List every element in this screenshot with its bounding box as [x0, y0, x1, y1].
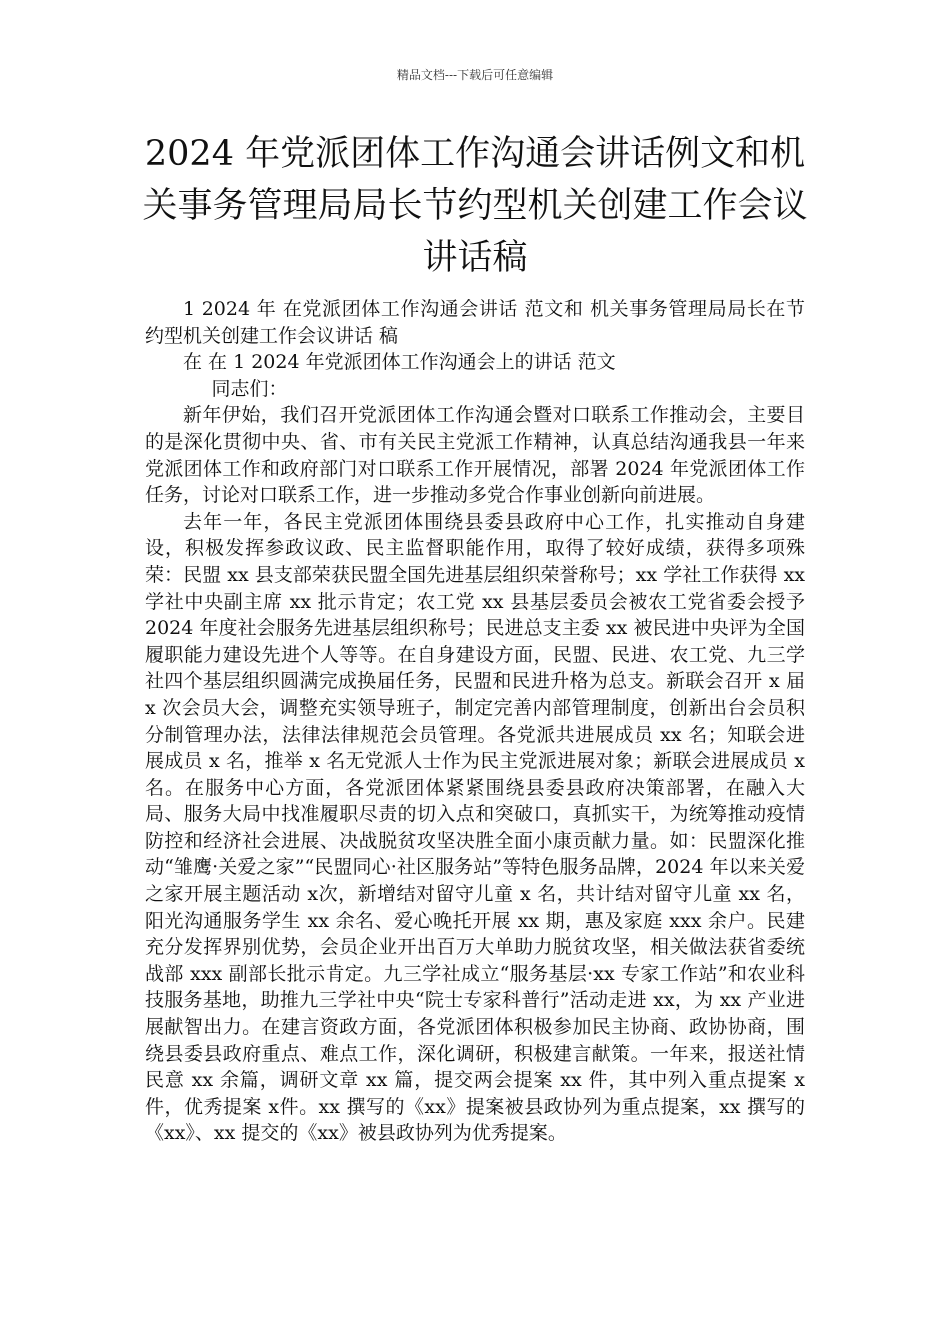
paragraph-review: 去年一年，各民主党派团体围绕县委县政府中心工作，扎实推动自身建设，积极发挥参政议政、民主监督职能作用，取得了较好成绩，获得多项殊荣：民盟 xx 县支部荣获民盟全国先进基层组织荣誉称号；xx 学社工作获得 xx 学社中央副主席 xx 批示肯定；农工党 xx 县基层委员会被农工党省委会授予 2024 年度社会服务先进基层组织称号；民进总支主委 xx 被民进中央评为全国履职能力建设先进个人等等。在自身建设方面，民盟、民进、农工党、九三学社四个基层组织圆满完成换届任务，民盟和民进升格为总支。新联会召开 x 届 x 次会员大会，调整充实领导班子，制定完善内部管理制度，创新出台会员积分制管理办法，法律法律规范会员管理。各党派共进展成员 xx 名；知联会进展成员 x 名，推举 x 名无党派人士作为民主党派进展对象；新联会进展成员 x 名。在服务中心方面，各党派团体紧紧围绕县委县政府决策部署，在融入大局、服务大局中找准履职尽责的切入点和突破口，真抓实干，为统筹推动疫情防控和经济社会进展、决战脱贫攻坚决胜全面小康贡献力量。如：民盟深化推动“雏鹰·关爱之家”“民盟同心·社区服务站”等特色服务品牌，2024 年以来关爱之家开展主题活动 x次，新增结对留守儿童 x 名，共计结对留守儿童 xx 名，阳光沟通服务学生 xx 余名、爱心晚托开展 xx 期，惠及家庭 xxx 余户。民建充分发挥界别优势，会员企业开出百万大单助力脱贫攻坚，相关做法获省委统战部 xxx 副部长批示肯定。九三学社成立“服务基层·xx 专家工作站”和农业科技服务基地，助推九三学社中央“院士专家科普行”活动走进 xx，为 xx 产业进展献智出力。在建言资政方面，各党派团体积极参加民主协商、政协协商，围绕县委县政府重点、难点工作，深化调研，积极建言献策。一年来，报送社情民意 xx 余篇，调研文章 xx 篇，提交两会提案 xx 件，其中列入重点提案 x 件，优秀提案 x件。xx 撰写的《xx》提案被县政协列为重点提案，xx 撰写的《xx》、xx 提交的《xx》被县政协列为优秀提案。 [145, 510, 805, 1145]
document-title: 2024 年党派团体工作沟通会讲话例文和机关事务管理局局长节约型机关创建工作会议讲话稿 [142, 134, 808, 278]
paragraph-greeting: 同志们： [211, 377, 288, 400]
header-note: 精品文档---下载后可任意编辑 [396, 68, 554, 82]
document-body [145, 296, 805, 1147]
paragraph-subtitle-2: 在 在 1 2024 年党派团体工作沟通会上的讲话 范文 [183, 351, 616, 374]
paragraph-intro: 新年伊始，我们召开党派团体工作沟通会暨对口联系工作推动会，主要目的是深化贯彻中央、省、市有关民主党派工作精神，认真总结沟通我县一年来党派团体工作和政府部门对口联系工作开展情况，部署 2024 年党派团体工作任务，讨论对口联系工作，进一步推动多党合作事业创新向前进展。 [145, 404, 805, 507]
paragraph-subtitle-1: 1 2024 年 在党派团体工作沟通会讲话 范文和 机关事务管理局局长在节约型机关创建工作会议讲话 稿 [145, 298, 805, 347]
